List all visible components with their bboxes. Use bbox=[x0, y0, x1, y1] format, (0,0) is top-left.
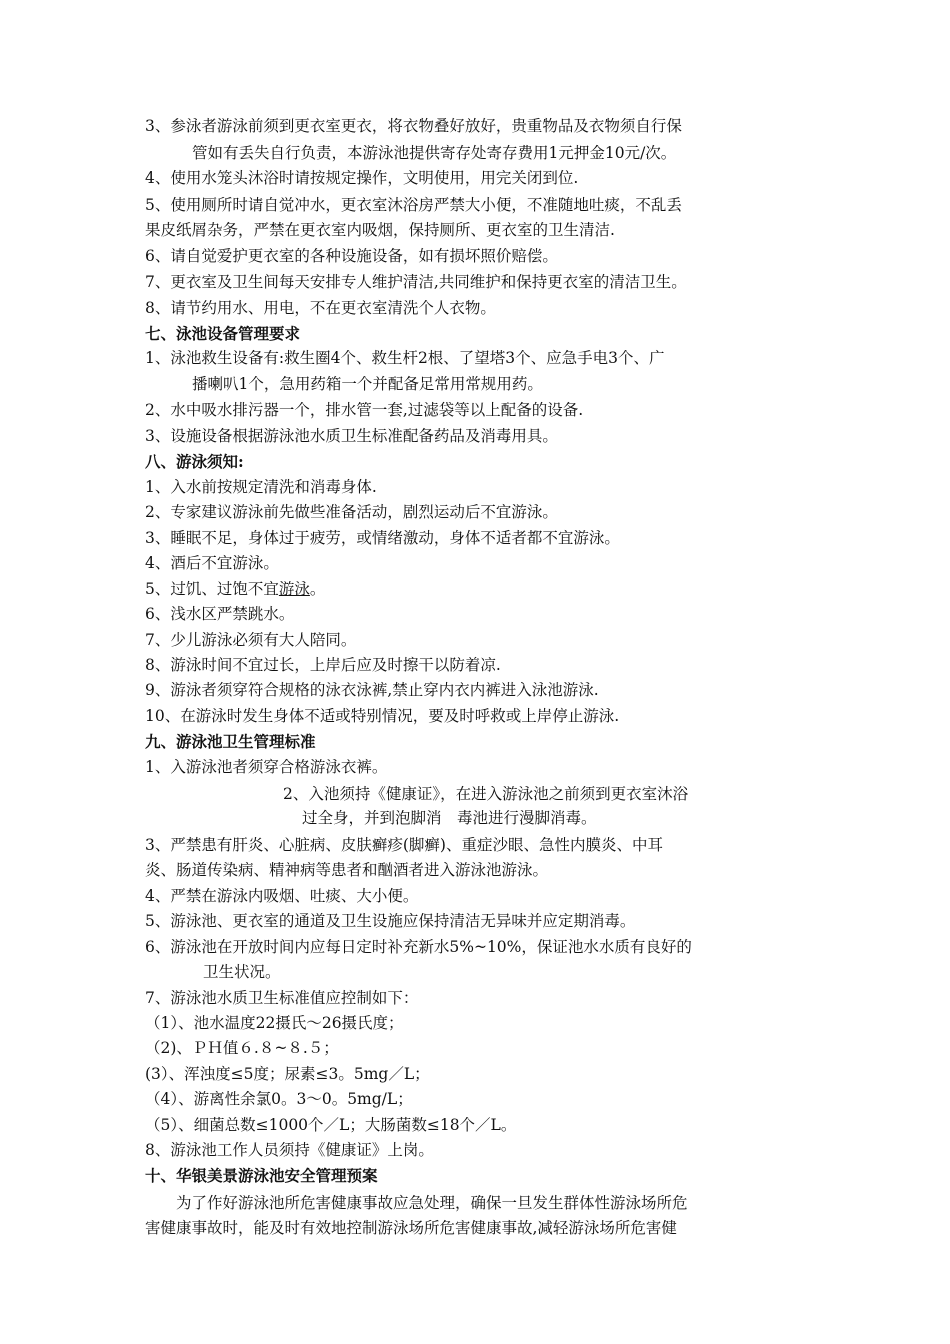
text-line: 5、使用厕所时请自觉冲水，更衣室沐浴房严禁大小便，不准随地吐痰，不乱丢 bbox=[145, 196, 682, 214]
text-line: （5）、细菌总数≤1000个／L；大肠菌数≤18个／L。 bbox=[145, 1116, 517, 1134]
text-line: 4、严禁在游泳内吸烟、吐痰、大小便。 bbox=[145, 887, 419, 905]
text-line: (3）、浑浊度≤5度；尿素≤3。5mg／L； bbox=[145, 1065, 430, 1083]
text-line: 3、设施设备根据游泳池水质卫生标准配备药品及消毒用具。 bbox=[145, 427, 558, 445]
section-heading: 十、华银美景游泳池安全管理预案 bbox=[145, 1166, 378, 1185]
text-line: 害健康事故时，能及时有效地控制游泳场所危害健康事故,减轻游泳场所危害健 bbox=[145, 1219, 677, 1237]
section-heading: 八、游泳须知: bbox=[145, 452, 244, 471]
text-line: 7、少儿游泳必须有大人陪同。 bbox=[145, 631, 357, 649]
text-line: （2)、ＰＨ值６.８~８.５； bbox=[145, 1039, 339, 1057]
text-line: 5、过饥、过饱不宜游泳。 bbox=[145, 580, 326, 598]
section-heading: 九、游泳池卫生管理标准 bbox=[145, 732, 316, 751]
text-line: 3、严禁患有肝炎、心脏病、皮肤癣疹(脚癣)、重症沙眼、急性内膜炎、中耳 bbox=[145, 836, 663, 854]
text-line: 4、酒后不宜游泳。 bbox=[145, 554, 279, 572]
text-line: 果皮纸屑杂务，严禁在更衣室内吸烟，保持厕所、更衣室的卫生清洁. bbox=[145, 221, 615, 239]
text-line: 卫生状况。 bbox=[203, 963, 281, 981]
text-line: 2、专家建议游泳前先做些准备活动，剧烈运动后不宜游泳。 bbox=[145, 503, 558, 521]
text-line: 10、在游泳时发生身体不适或特别情况，要及时呼救或上岸停止游泳. bbox=[145, 707, 620, 725]
text-line: 1、入水前按规定清洗和消毒身体. bbox=[145, 478, 377, 496]
text-line: 过全身，并到泡脚消 毒池进行漫脚消毒。 bbox=[302, 809, 597, 827]
text-line: 管如有丢失自行负责，本游泳池提供寄存处寄存费用1元押金10元/次。 bbox=[192, 144, 677, 162]
text-line: （1）、池水温度22摄氏～26摄氏度； bbox=[145, 1014, 404, 1032]
text-line: 6、浅水区严禁跳水。 bbox=[145, 605, 295, 623]
text-line: 播喇叭1个，急用药箱一个并配备足常用常规用药。 bbox=[192, 375, 543, 393]
text-line: 9、游泳者须穿符合规格的泳衣泳裤,禁止穿内衣内裤进入泳池游泳. bbox=[145, 681, 599, 699]
text-line: 7、更衣室及卫生间每天安排专人维护清洁,共同维护和保持更衣室的清洁卫生。 bbox=[145, 273, 687, 291]
text-line: 8、游泳时间不宜过长，上岸后应及时擦干以防着凉. bbox=[145, 656, 501, 674]
text-line: 1、泳池救生设备有:救生圈4个、救生杆2根、了望塔3个、应急手电3个、广 bbox=[145, 349, 665, 367]
text-line: 4、使用水笼头沐浴时请按规定操作，文明使用，用完关闭到位. bbox=[145, 169, 579, 187]
underlined-word: 游泳 bbox=[278, 580, 310, 598]
text-line: （4）、游离性余氯0。3～0。5mg/L； bbox=[145, 1090, 413, 1108]
text-line: 7、游泳池水质卫生标准值应控制如下： bbox=[145, 989, 419, 1007]
text-line: 1、入游泳池者须穿合格游泳衣裤。 bbox=[145, 758, 388, 776]
text-line: 6、游泳池在开放时间内应每日定时补充新水5%~10%，保证池水水质有良好的 bbox=[145, 938, 692, 956]
text-line: 2、水中吸水排污器一个，排水管一套,过滤袋等以上配备的设备. bbox=[145, 401, 584, 419]
text-line: 3、睡眠不足，身体过于疲劳，或情绪激动，身体不适者都不宜游泳。 bbox=[145, 529, 620, 547]
text-line: 6、请自觉爱护更衣室的各种设施设备，如有损坏照价赔偿。 bbox=[145, 247, 558, 265]
text-line: 炎、肠道传染病、精神病等患者和酗酒者进入游泳池游泳。 bbox=[145, 861, 549, 879]
text-line: 5、游泳池、更衣室的通道及卫生设施应保持清洁无异味并应定期消毒。 bbox=[145, 912, 636, 930]
text-line: 8、游泳池工作人员须持《健康证》上岗。 bbox=[145, 1141, 434, 1159]
text-line: 为了作好游泳池所危害健康事故应急处理，确保一旦发生群体性游泳场所危 bbox=[176, 1194, 688, 1212]
section-heading: 七、泳池设备管理要求 bbox=[145, 324, 301, 343]
text-line: 8、请节约用水、用电，不在更衣室清洗个人衣物。 bbox=[145, 299, 496, 317]
text-line: 3、参泳者游泳前须到更衣室更衣，将衣物叠好放好，贵重物品及衣物须自行保 bbox=[145, 117, 682, 135]
text-line: 2、入池须持《健康证》，在进入游泳池之前须到更衣室沐浴 bbox=[283, 785, 689, 803]
